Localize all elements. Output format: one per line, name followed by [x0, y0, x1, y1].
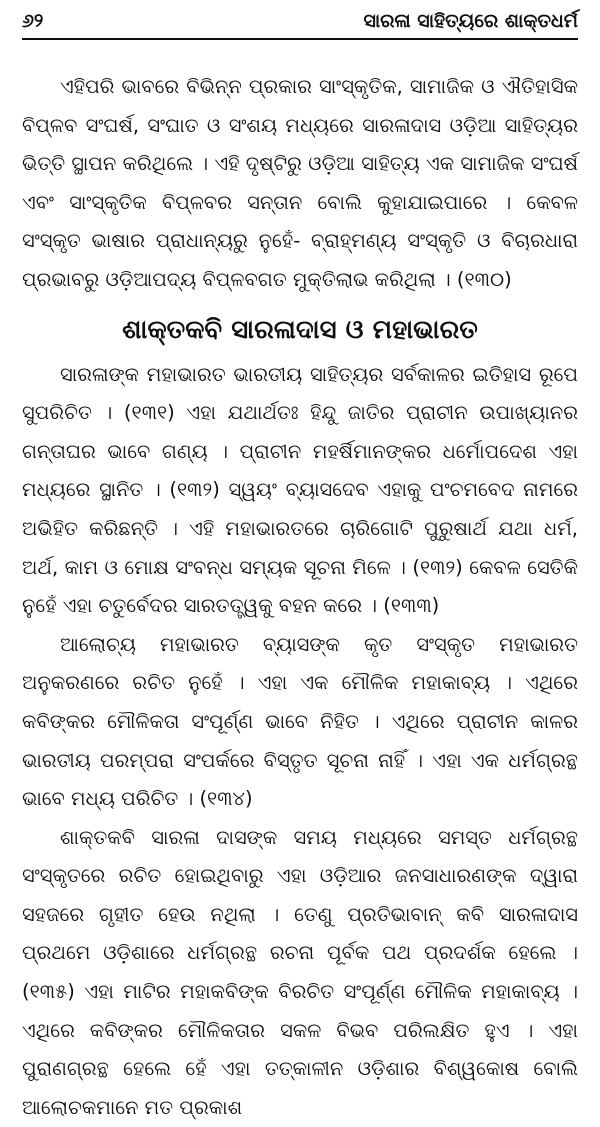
- running-header: [22, 10, 578, 40]
- paragraph-mahabharata-fame: ସାରଳାଙ୍କ ମହାଭାରତ ଭାରତୀୟ ସାହିତ୍ୟର ସର୍ବକାଳର ଇତିହାସ ରୂପେ ସୁପରିଚିତ । (୧୩୧) ଏହା ଯଥାର୍ଥତଃ ହିନ୍ଦୁ ଜାତିର ପ୍ରାଚୀନ ଉପାଖ୍ୟାନର ଗନ୍ତାଘର ଭାବେ ଗଣ୍ୟ । ପ୍ରାଚୀନ ମହର୍ଷିମାନଙ୍କର ଧର୍ମୋପଦେଶ ଏହା ମଧ୍ୟରେ ସ୍ଥାନିତ । (୧୩୨) ସ୍ୱୟଂ ବ୍ୟାସଦେବ ଏହାକୁ ପଂଚମବେଦ ନାମରେ ଅଭିହିତ କରିଛନ୍ତି । ଏହି ମହାଭାରତରେ ଚାରିଗୋଟି ପୁରୁଷାର୍ଥ ଯଥା ଧର୍ମ, ଅର୍ଥ, କାମ ଓ ମୋକ୍ଷ ସଂବନ୍ଧ ସମ୍ୟକ ସୂଚନା ମିଳେ । (୧୩୨) କେବଳ ସେତିକି ନୁହେଁ ଏହା ଚତୁର୍ବେଦର ସାରତତ୍ତ୍ୱକୁ ବହନ କରେ । (୧୩୩): [22, 362, 578, 618]
- paragraph-intro: ଏହିପରି ଭାବରେ ବିଭିନ୍ନ ପ୍ରକାର ସାଂସ୍କୃତିକ, ସାମାଜିକ ଓ ଐତିହାସିକ ବିପ୍ଳବ ସଂଘର୍ଷ, ସଂଘାତ ଓ ସଂଶୟ ମଧ୍ୟରେ ସାରଳାଦାସ ଓଡ଼ିଆ ସାହିତ୍ୟର ଭିତ୍ତି ସ୍ଥାପନ କରିଥିଲେ । ଏହି ଦୃଷ୍ଟିରୁ ଓଡ଼ିଆ ସାହିତ୍ୟ ଏକ ସାମାଜିକ ସଂଘର୍ଷ ଏବଂ ସାଂସ୍କୃତିକ ବିପ୍ଳବର ସନ୍ତାନ ବୋଲି କୁହାଯାଇପାରେ । କେବଳ ସଂସ୍କୃତ ଭାଷାର ପ୍ରାଧାନ୍ୟରୁ ନୁହେଁ- ବ୍ରାହ୍ମଣ୍ୟ ସଂସ୍କୃତି ଓ ବିଚାରଧାରା ପ୍ରଭାବରୁ ଓଡ଼ିଆପଦ୍ୟ ବିପ୍ଳବଗତ ମୁକ୍ତିଲାଭ କରିଥିଲା । (୧୩୦): [22, 75, 578, 291]
- running-title: ସାରଳା ସାହିତ୍ୟରେ ଶାକ୍ତଧର୍ମ: [363, 10, 578, 32]
- paragraph-original-epic: ଆଲୋଚ୍ୟ ମହାଭାରତ ବ୍ୟାସଙ୍କ କୃତ ସଂସ୍କୃତ ମହାଭାରତ ଅନୁକରଣରେ ରଚିତ ନୁହେଁ । ଏହା ଏକ ମୌଳିକ ମହାକାବ୍ୟ । ଏଥିରେ କବିଙ୍କର ମୌଳିକତା ସଂପୂର୍ଣ୍ଣ ଭାବେ ନିହିତ । ଏଥିରେ ପ୍ରାଚୀନ କାଳର ଭାରତୀୟ ପରମ୍ପରା ସଂପର୍କରେ ବିସ୍ତୃତ ସୂଚନା ନାହିଁ । ଏହା ଏକ ଧର୍ମଗ୍ରନ୍ଥ ଭାବେ ମଧ୍ୟ ପରିଚିତ । (୧୩୪): [22, 632, 578, 811]
- page-number: ୬୨: [22, 10, 44, 32]
- paragraph-religious-texts: ଶାକ୍ତକବି ସାରଳା ଦାସଙ୍କ ସମୟ ମଧ୍ୟରେ ସମସ୍ତ ଧର୍ମଗ୍ରନ୍ଥ ସଂସ୍କୃତରେ ରଚିତ ହୋଇଥିବାରୁ ଏହା ଓଡ଼ିଆର ଜନସାଧାରଣଙ୍କ ଦ୍ୱାରା ସହଜରେ ଗୃହୀତ ହେଉ ନଥିଲା । ତେଣୁ ପ୍ରତିଭାବାନ୍ କବି ସାରଳାଦାସ ପ୍ରଥମେ ଓଡ଼ିଶାରେ ଧର୍ମଗ୍ରନ୍ଥ ରଚନା ପୂର୍ବକ ପଥ ପ୍ରଦର୍ଶକ ହେଲେ । (୧୩୫) ଏହା ମାଟିର ମହାକବିଙ୍କ ବିରଚିତ ସଂପୂର୍ଣ୍ଣ ମୌଳିକ ମହାକାବ୍ୟ । ଏଥିରେ କବିଙ୍କର ମୌଳିକତାର ସକଳ ବିଭବ ପରିଲକ୍ଷିତ ହୁଏ । ଏହା ପୁରାଣଗ୍ରନ୍ଥ ହେଲେ ହେଁ ଏହା ତତ୍‌କାଳୀନ ଓଡ଼ିଶାର ବିଶ୍ୱକୋଷ ବୋଲି ଆଲୋଚକମାନେ ମତ ପ୍ରକାଶ: [22, 825, 578, 1119]
- section-heading: ଶାକ୍ତକବି ସାରଳାଦାସ ଓ ମହାଭାରତ: [122, 314, 478, 345]
